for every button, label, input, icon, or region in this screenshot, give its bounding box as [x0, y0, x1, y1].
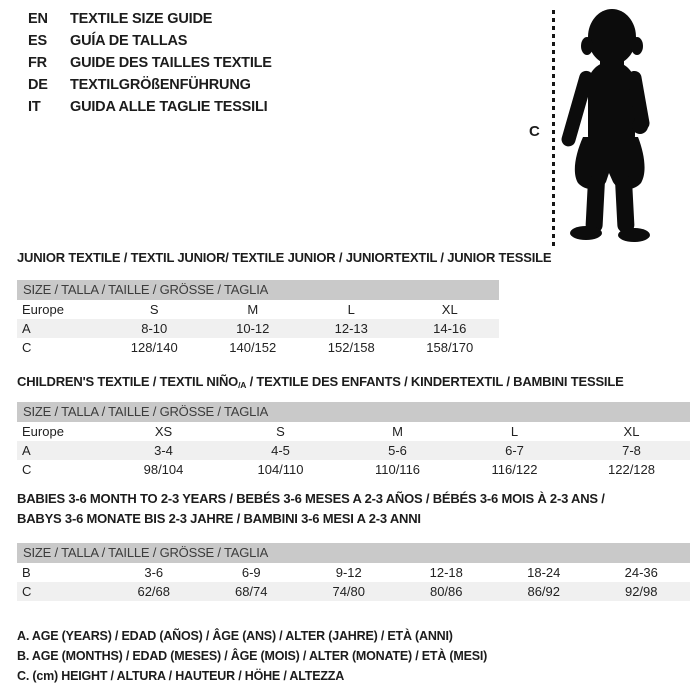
size-cell: 7-8: [622, 443, 641, 458]
size-header-band: SIZE / TALLA / TAILLE / GRÖSSE / TAGLIA: [17, 402, 690, 422]
size-cell: XS: [154, 424, 173, 439]
size-cell: XL: [623, 424, 640, 439]
table-row: [17, 338, 499, 357]
size-cell: XL: [441, 302, 458, 317]
size-cell: 8-10: [141, 321, 168, 336]
size-cell: 18-24: [527, 565, 561, 580]
language-row-de: [28, 74, 272, 96]
size-cell: S: [149, 302, 159, 317]
language-row-it: [28, 96, 272, 118]
childrens-textile-table: [17, 375, 690, 479]
language-title: GUIDE DES TAILLES TEXTILE: [70, 55, 272, 71]
row-label: Europe: [22, 302, 64, 317]
language-title-list: [28, 8, 272, 118]
table-row: [17, 441, 690, 460]
table-title-line2: BABYS 3-6 MONATE BIS 2-3 JAHRE / BAMBINI 3-6 MESI A 2-3 ANNI: [17, 511, 421, 526]
row-label: C: [22, 462, 32, 477]
row-label: C: [22, 340, 32, 355]
table-title-wrap: [17, 489, 690, 529]
height-measure-dashed-line: [552, 10, 555, 247]
size-cell: 68/74: [234, 584, 268, 599]
title-part: CHILDREN'S TEXTILE / TEXTIL NIÑO: [17, 374, 239, 389]
size-cell: 24-36: [624, 565, 658, 580]
size-cell: 74/80: [332, 584, 366, 599]
size-cell: 12-13: [334, 321, 368, 336]
legend-line-a: A. AGE (YEARS) / EDAD (AÑOS) / ÂGE (ANS) / ALTER (JAHRE) / ETÀ (ANNI): [17, 629, 453, 643]
language-code: DE: [28, 77, 48, 93]
size-cell: 3-4: [154, 443, 173, 458]
size-cell: 116/122: [491, 462, 538, 477]
row-label: C: [22, 584, 32, 599]
size-cell: 158/170: [426, 340, 474, 355]
size-cell: 140/152: [229, 340, 277, 355]
size-cell: 62/68: [137, 584, 171, 599]
size-cell: 5-6: [388, 443, 407, 458]
title-part: / TEXTILE DES ENFANTS / KINDERTEXTIL / BAMBINI TESSILE: [246, 374, 624, 389]
size-cell: S: [276, 424, 285, 439]
size-cell: 92/98: [624, 584, 658, 599]
language-row-en: [28, 8, 272, 30]
size-cell: 6-7: [505, 443, 524, 458]
height-measure-label: C: [529, 123, 540, 140]
row-label: A: [22, 443, 31, 458]
language-row-fr: [28, 52, 272, 74]
size-cell: 110/116: [374, 462, 421, 477]
row-label: Europe: [22, 424, 64, 439]
size-cell: L: [510, 424, 519, 439]
size-cell: 9-12: [335, 565, 362, 580]
toddler-silhouette-icon: [557, 5, 662, 245]
size-cell: 14-16: [433, 321, 467, 336]
size-cell: 80/86: [429, 584, 463, 599]
size-cell: 122/128: [608, 462, 655, 477]
size-cell: 152/158: [327, 340, 375, 355]
language-title: TEXTILGRÖßENFÜHRUNG: [70, 77, 251, 93]
row-label: A: [22, 321, 31, 336]
size-cell: M: [247, 302, 259, 317]
size-cell: 3-6: [144, 565, 164, 580]
size-cell: 10-12: [236, 321, 270, 336]
size-cell: 12-18: [429, 565, 463, 580]
row-label: B: [22, 565, 31, 580]
legend-line-c: C. (cm) HEIGHT / ALTURA / HAUTEUR / HÖHE / ALTEZZA: [17, 669, 345, 683]
table-title: JUNIOR TEXTILE / TEXTIL JUNIOR/ TEXTILE JUNIOR / JUNIORTEXTIL / JUNIOR TESSILE: [17, 250, 552, 265]
legend-line-b: B. AGE (MONTHS) / EDAD (MESES) / ÂGE (MOIS) / ALTER (MONATE) / ETÀ (MESI): [17, 649, 488, 663]
table-row: [17, 582, 690, 601]
size-cell: 98/104: [143, 462, 184, 477]
junior-textile-table: [17, 250, 552, 357]
size-cell: L: [347, 302, 355, 317]
table-title-line1: BABIES 3-6 MONTH TO 2-3 YEARS / BEBÉS 3-6 MESES A 2-3 AÑOS / BÉBÉS 3-6 MOIS À 2-3 ANS /: [17, 491, 605, 506]
size-cell: 6-9: [241, 565, 261, 580]
language-row-es: [28, 30, 272, 52]
size-header-band: SIZE / TALLA / TAILLE / GRÖSSE / TAGLIA: [17, 543, 690, 563]
table-row: [17, 319, 499, 338]
language-title: GUÍA DE TALLAS: [70, 33, 188, 49]
size-cell: 104/110: [257, 462, 304, 477]
table-row: [17, 563, 690, 582]
language-code: ES: [28, 33, 47, 49]
size-cell: 86/92: [527, 584, 561, 599]
language-code: IT: [28, 99, 41, 115]
babies-textile-table: [17, 489, 690, 601]
language-code: FR: [28, 55, 47, 71]
size-cell: M: [392, 424, 403, 439]
table-row: [17, 422, 690, 441]
language-title: GUIDA ALLE TAGLIE TESSILI: [70, 99, 268, 115]
size-cell: 128/140: [130, 340, 178, 355]
table-row: [17, 300, 499, 319]
size-header-band: SIZE / TALLA / TAILLE / GRÖSSE / TAGLIA: [17, 280, 499, 300]
table-title: [17, 375, 690, 390]
title-subscript: /A: [238, 380, 247, 390]
measure-legend: [17, 626, 487, 686]
table-row: [17, 460, 690, 479]
size-cell: 4-5: [271, 443, 290, 458]
language-code: EN: [28, 11, 48, 27]
language-title: TEXTILE SIZE GUIDE: [70, 11, 213, 27]
